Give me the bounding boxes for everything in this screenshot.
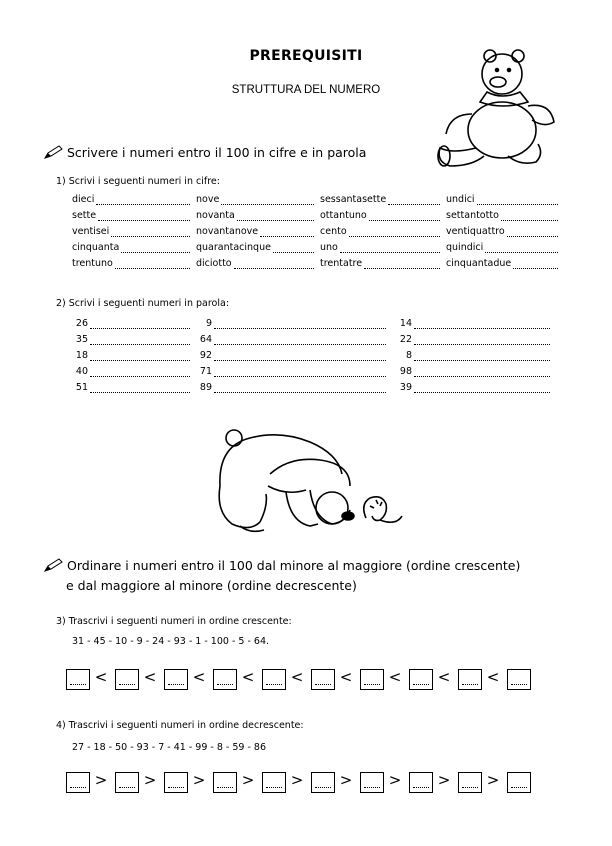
- q1-item: novanta: [196, 210, 314, 221]
- question-3-sequence: 31 - 45 - 10 - 9 - 24 - 93 - 1 - 100 - 5 - 64.: [72, 636, 270, 647]
- q2-item: 40: [72, 366, 190, 377]
- answer-blank[interactable]: [369, 211, 440, 221]
- q2-item: 26: [72, 318, 190, 329]
- q2-item: 98: [396, 366, 550, 377]
- q2-item: 14: [396, 318, 550, 329]
- answer-blank[interactable]: [477, 195, 558, 205]
- q2-item: 89: [196, 382, 386, 393]
- comparison-symbol: >: [486, 771, 500, 789]
- page-subtitle: STRUTTURA DEL NUMERO: [231, 84, 381, 96]
- q1-item: cento: [320, 226, 440, 237]
- answer-box[interactable]: [115, 772, 139, 793]
- answer-blank[interactable]: [485, 243, 558, 253]
- q1-item: trentatre: [320, 258, 440, 269]
- answer-blank[interactable]: [96, 195, 190, 205]
- answer-blank[interactable]: [90, 383, 190, 393]
- answer-blank[interactable]: [90, 335, 190, 345]
- q1-item: uno: [320, 242, 440, 253]
- q1-item: trentuno: [72, 258, 190, 269]
- answer-blank[interactable]: [214, 319, 386, 329]
- answer-blank[interactable]: [111, 227, 190, 237]
- answer-box[interactable]: [213, 669, 237, 690]
- q1-item: sette: [72, 210, 190, 221]
- comparison-symbol: >: [94, 771, 108, 789]
- q2-item: 39: [396, 382, 550, 393]
- answer-blank[interactable]: [513, 259, 558, 269]
- answer-blank[interactable]: [214, 383, 386, 393]
- q1-item: settantotto: [446, 210, 558, 221]
- answer-blank[interactable]: [98, 211, 190, 221]
- q2-item: 35: [72, 334, 190, 345]
- q2-item: 9: [196, 318, 386, 329]
- q1-item: cinquanta: [72, 242, 190, 253]
- answer-box[interactable]: [213, 772, 237, 793]
- answer-blank[interactable]: [349, 227, 440, 237]
- answer-blank[interactable]: [414, 383, 550, 393]
- q1-item: ventisei: [72, 226, 190, 237]
- comparison-symbol: >: [241, 771, 255, 789]
- answer-box[interactable]: [164, 669, 188, 690]
- comparison-symbol: <: [143, 668, 157, 686]
- comparison-symbol: <: [437, 668, 451, 686]
- answer-blank[interactable]: [214, 367, 386, 377]
- pencil-icon: [44, 145, 64, 159]
- answer-blank[interactable]: [115, 259, 190, 269]
- answer-blank[interactable]: [507, 227, 558, 237]
- q1-item: diciotto: [196, 258, 314, 269]
- q2-item: 51: [72, 382, 190, 393]
- answer-box[interactable]: [262, 669, 286, 690]
- q3-answer-row: [66, 669, 546, 691]
- answer-blank[interactable]: [214, 351, 386, 361]
- answer-box[interactable]: [360, 669, 384, 690]
- answer-box[interactable]: [66, 669, 90, 690]
- comparison-symbol: <: [339, 668, 353, 686]
- comparison-symbol: >: [339, 771, 353, 789]
- answer-blank[interactable]: [121, 243, 190, 253]
- question-1-label: 1) Scrivi i seguenti numeri in cifre:: [56, 176, 220, 187]
- answer-box[interactable]: [311, 772, 335, 793]
- q1-item: quarantacinque: [196, 242, 314, 253]
- answer-box[interactable]: [409, 772, 433, 793]
- answer-box[interactable]: [164, 772, 188, 793]
- q1-item: dieci: [72, 194, 190, 205]
- q1-item: undici: [446, 194, 558, 205]
- bear-sitting-illustration: [432, 44, 574, 172]
- answer-box[interactable]: [66, 772, 90, 793]
- answer-blank[interactable]: [214, 335, 386, 345]
- comparison-symbol: <: [94, 668, 108, 686]
- answer-blank[interactable]: [221, 195, 314, 205]
- q2-item: 71: [196, 366, 386, 377]
- answer-box[interactable]: [115, 669, 139, 690]
- answer-blank[interactable]: [273, 243, 314, 253]
- comparison-symbol: >: [143, 771, 157, 789]
- answer-box[interactable]: [360, 772, 384, 793]
- q1-item: nove: [196, 194, 314, 205]
- question-2-label: 2) Scrivi i seguenti numeri in parola:: [56, 298, 230, 309]
- answer-box[interactable]: [458, 772, 482, 793]
- section-heading-order: Ordinare i numeri entro il 100 dal minore al maggiore (ordine crescente) e dal maggiore al minore (ordine decrescente): [44, 556, 520, 596]
- answer-blank[interactable]: [414, 351, 550, 361]
- q2-item: 8: [396, 350, 550, 361]
- q1-item: ottantuno: [320, 210, 440, 221]
- q1-item: cinquantadue: [446, 258, 558, 269]
- bear-with-worm-illustration: [210, 426, 410, 536]
- q2-item: 22: [396, 334, 550, 345]
- q2-item: 18: [72, 350, 190, 361]
- answer-blank[interactable]: [414, 367, 550, 377]
- section-heading-write: Scrivere i numeri entro il 100 in cifre e in parola: [44, 145, 366, 160]
- q4-answer-row: [66, 772, 546, 794]
- q1-item: sessantasette: [320, 194, 440, 205]
- comparison-symbol: <: [241, 668, 255, 686]
- q1-item: ventiquattro: [446, 226, 558, 237]
- comparison-symbol: <: [192, 668, 206, 686]
- comparison-symbol: <: [388, 668, 402, 686]
- q1-item: novantanove: [196, 226, 314, 237]
- answer-blank[interactable]: [237, 211, 314, 221]
- answer-blank[interactable]: [340, 243, 440, 253]
- answer-blank[interactable]: [260, 227, 314, 237]
- answer-box[interactable]: [311, 669, 335, 690]
- q2-item: 92: [196, 350, 386, 361]
- answer-blank[interactable]: [234, 259, 314, 269]
- answer-box[interactable]: [458, 669, 482, 690]
- comparison-symbol: >: [437, 771, 451, 789]
- answer-box[interactable]: [507, 772, 531, 793]
- q1-item: quindici: [446, 242, 558, 253]
- answer-blank[interactable]: [501, 211, 558, 221]
- answer-blank[interactable]: [414, 319, 550, 329]
- question-3-label: 3) Trascrivi i seguenti numeri in ordine crescente:: [56, 616, 292, 627]
- answer-blank[interactable]: [90, 367, 190, 377]
- answer-blank[interactable]: [90, 351, 190, 361]
- question-4-label: 4) Trascrivi i seguenti numeri in ordine decrescente:: [56, 720, 304, 731]
- q2-item: 64: [196, 334, 386, 345]
- answer-blank[interactable]: [364, 259, 440, 269]
- answer-box[interactable]: [507, 669, 531, 690]
- page-title: PREREQUISITI: [249, 48, 363, 64]
- comparison-symbol: <: [486, 668, 500, 686]
- comparison-symbol: >: [192, 771, 206, 789]
- answer-box[interactable]: [409, 669, 433, 690]
- comparison-symbol: >: [290, 771, 304, 789]
- pencil-icon: [44, 558, 64, 572]
- answer-box[interactable]: [262, 772, 286, 793]
- comparison-symbol: >: [388, 771, 402, 789]
- answer-blank[interactable]: [414, 335, 550, 345]
- question-4-sequence: 27 - 18 - 50 - 93 - 7 - 41 - 99 - 8 - 59 - 86: [72, 742, 267, 753]
- answer-blank[interactable]: [90, 319, 190, 329]
- answer-blank[interactable]: [388, 195, 440, 205]
- comparison-symbol: <: [290, 668, 304, 686]
